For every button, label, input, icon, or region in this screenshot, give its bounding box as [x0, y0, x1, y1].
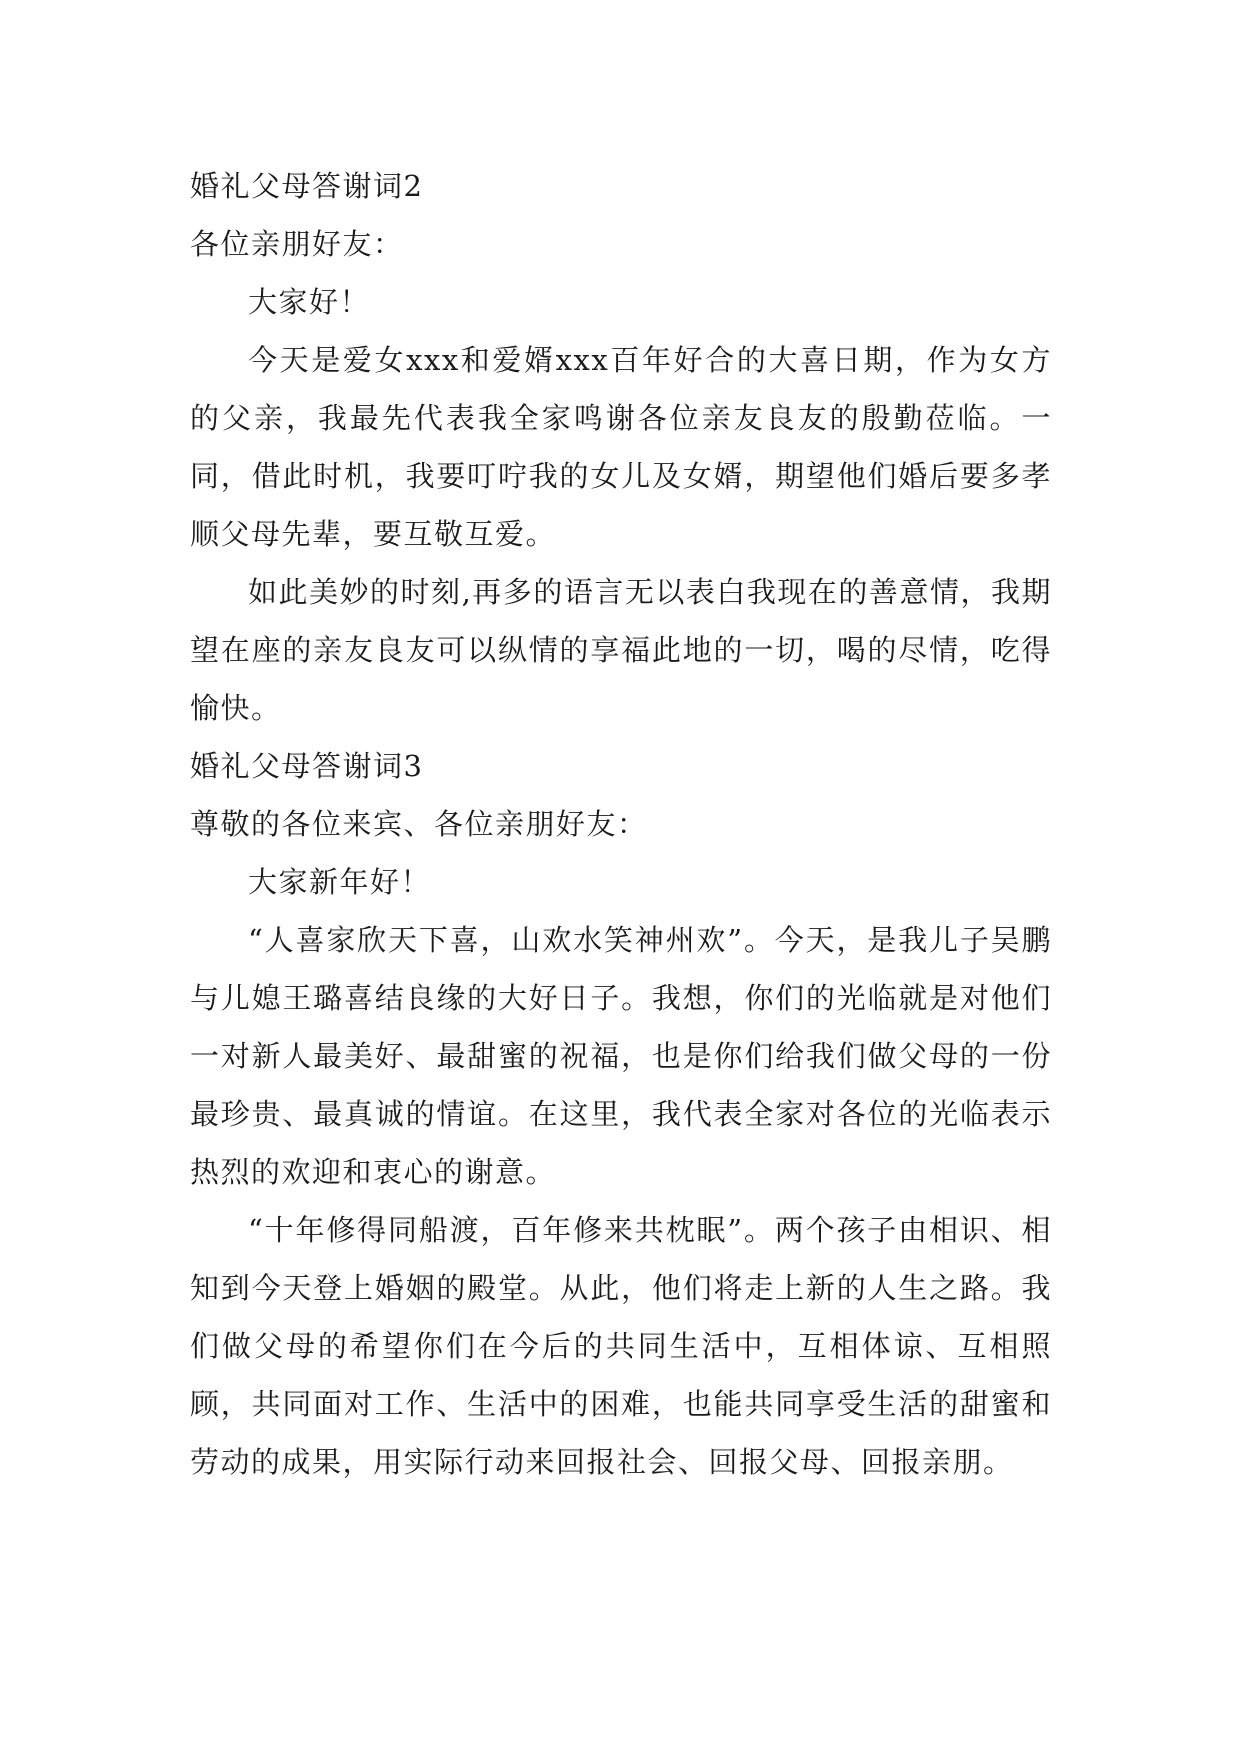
paragraph: “人喜家欣天下喜，山欢水笑神州欢”。今天，是我儿子吴鹏与儿媳王璐喜结良缘的大好日子。我想，你们的光临就是对他们一对新人最美好、最甜蜜的祝福，也是你们给我们做父母的一份最珍贵、最真诚的情谊。在这里，我代表全家对各位的光临表示热烈的欢迎和衷心的谢意。: [190, 923, 1052, 1189]
document-body: [190, 157, 1052, 1491]
section-title: 婚礼父母答谢词3: [190, 749, 424, 783]
salutation: 各位亲朋好友：: [190, 227, 404, 261]
greeting: 大家新年好！: [248, 865, 432, 899]
paragraph: 如此美妙的时刻,再多的语言无以表白我现在的善意情，我期望在座的亲友良友可以纵情的享福此地的一切，喝的尽情，吃得愉快。: [190, 575, 1052, 725]
salutation: 尊敬的各位来宾、各位亲朋好友：: [190, 807, 648, 841]
paragraph: “十年修得同船渡，百年修来共枕眠”。两个孩子由相识、相知到今天登上婚姻的殿堂。从此，他们将走上新的人生之路。我们做父母的希望你们在今后的共同生活中，互相体谅、互相照顾，共同面对工作、生活中的困难，也能共同享受生活的甜蜜和劳动的成果，用实际行动来回报社会、回报父母、回报亲朋。: [190, 1213, 1052, 1479]
section-title: 婚礼父母答谢词2: [190, 169, 424, 203]
greeting: 大家好！: [248, 285, 371, 319]
paragraph: 今天是爱女xxx和爱婿xxx百年好合的大喜日期，作为女方的父亲，我最先代表我全家鸣谢各位亲友良友的殷勤莅临。一同，借此时机，我要叮咛我的女儿及女婿，期望他们婚后要多孝顺父母先辈，要互敬互爱。: [190, 343, 1052, 551]
